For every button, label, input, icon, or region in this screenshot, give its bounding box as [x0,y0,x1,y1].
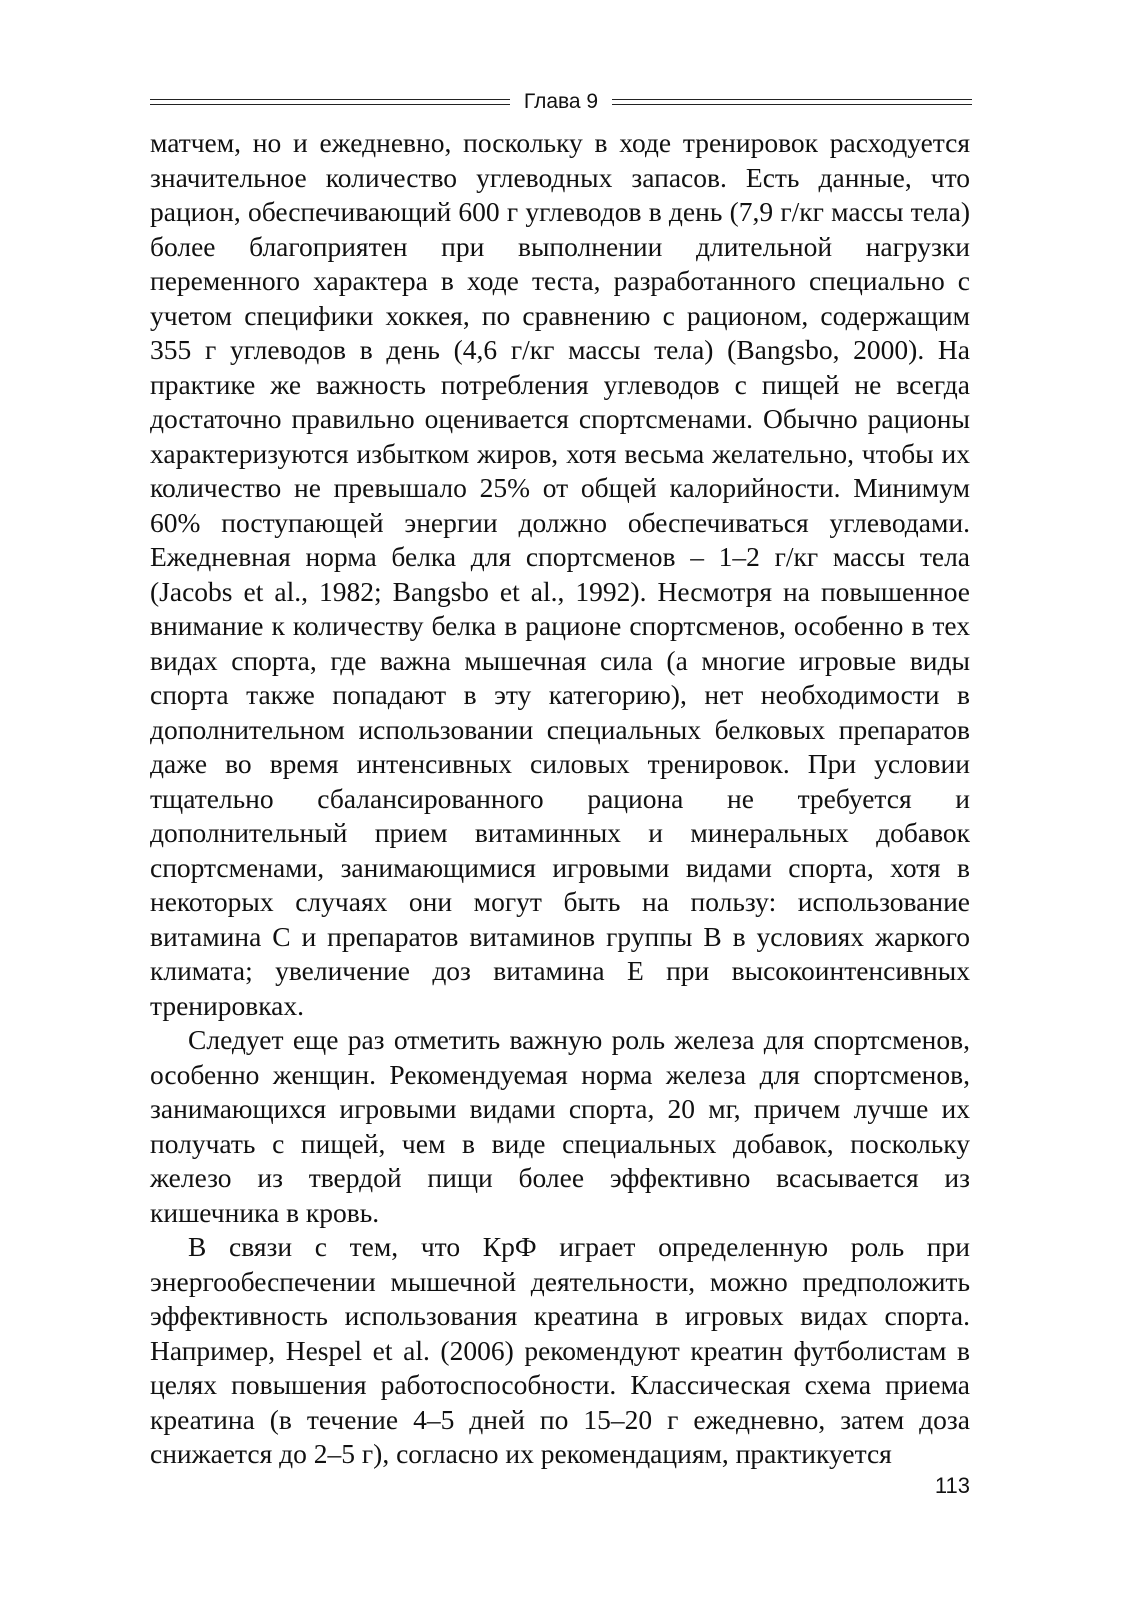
paragraph-continued: матчем, но и ежедневно, поскольку в ходе тренировок расходуется значительное количество углеводных запасов. Есть данные, что рацион, обеспечивающий 600 г углеводов в день (7,9 г/кг массы тела) более благоприятен при выполнении длительной нагрузки переменного характера в ходе теста, разработанного специально с учетом специфики хоккея, по сравнению с рационом, содержащим 355 г углеводов в день (4,6 г/кг массы тела) (Bangsbo, 2000). На практике же важность потребления углеводов с пищей не всегда достаточно правильно оценивается спортсменами. Обычно рационы характеризуются избытком жиров, хотя весьма желательно, чтобы их количество не превышало 25% от общей калорийности. Минимум 60% поступающей энергии должно обеспечиваться углеводами. Ежедневная норма белка для спортсменов – 1–2 г/кг массы тела (Jacobs et al., 1982; Bangsbo et al., 1992). Несмотря на повышенное внимание к количеству белка в рационе спортсменов, особенно в тех видах спорта, где важна мышечная сила (а многие игровые виды спорта также попадают в эту категорию), нет необходимости в дополнительном использовании специальных белковых препаратов даже во время интенсивных силовых тренировок. При условии тщательно сбалансированного рациона не требуется и дополнительный прием витаминных и минеральных добавок спортсменами, занимающимися игровыми видами спорта, хотя в некоторых случаях они могут быть на пользу: использование витамина С и препаратов витаминов группы В в условиях жаркого климата; увеличение доз витамина Е при высокоинтенсивных тренировках. [150,127,970,1021]
page-number: 113 [934,1473,970,1498]
paragraph-iron: Следует еще раз отметить важную роль железа для спортсменов, особенно женщин. Рекомендуемая норма железа для спортсменов, занимающихся игровыми видами спорта, 20 мг, причем лучше их получать с пищей, чем в виде специальных добавок, поскольку железо из твердой пищи более эффективно всасывается из кишечника в кровь. [150,1024,970,1228]
chapter-title: Глава 9 [523,90,599,113]
body-text [150,126,970,1472]
header-rule-left [150,99,510,105]
paragraph-creatine: В связи с тем, что КрФ играет определенную роль при энергообеспечении мышечной деятельности, можно предположить эффективность использования креатина в игровых видах спорта. Например, Hespel et al. (2006) рекомендуют креатин футболистам в целях повышения работоспособности. Классическая схема приема креатина (в течение 4–5 дней по 15–20 г ежедневно, затем доза снижается до 2–5 г), согласно их рекомендациям, практикуется [150,1231,970,1469]
header-rule-right [612,99,972,105]
running-header [150,88,972,116]
